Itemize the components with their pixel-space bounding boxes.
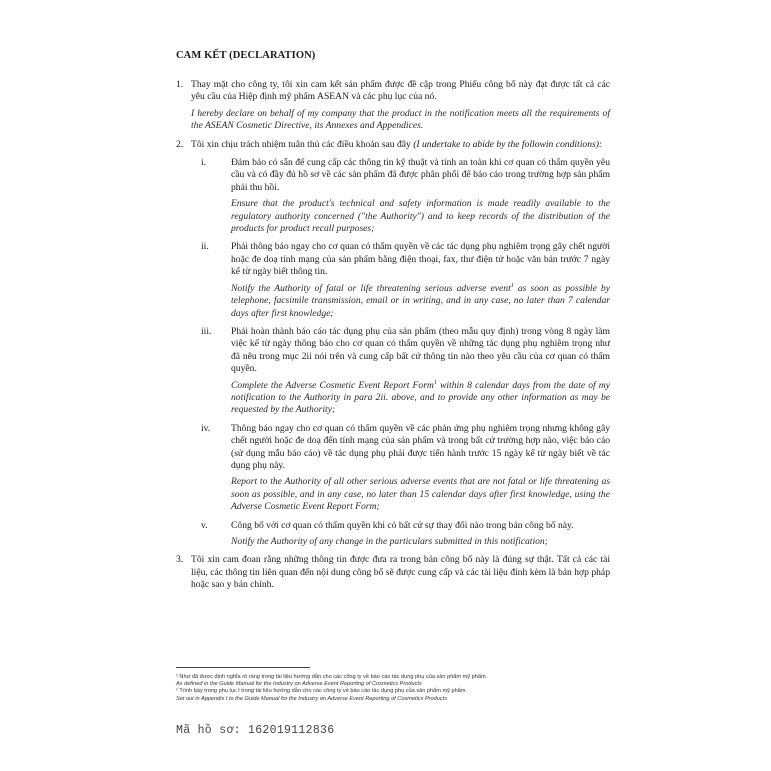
item-number: 1.: [176, 79, 184, 90]
condition-number: v.: [201, 519, 208, 531]
condition-english-text: [231, 283, 610, 320]
condition-english-part-a: Complete the Adverse Cosmetic Event Report Form: [231, 379, 434, 391]
condition-english-text: Report to the Authority of all other serious adverse events that are not fatal or life threatening as soon as possible, and in any case, no later than 15 calendar days after first knowledge, using the Adverse Cosmetic Event Report Form;: [231, 476, 610, 513]
condition-english-part-b: within 8 calendar days from the date of my notification to the Authority in para 2ii. above, and to provide any other information as may be requested by the Authority;: [231, 379, 610, 416]
condition-english-text: Ensure that the product's technical and safety information is made readily available to the regulatory authority concerned ("the Authority") and to keep records of the distribution of the products for product recall purposes;: [231, 198, 610, 235]
condition-english-part-a: Notify the Authority of fatal or life threatening serious adverse event: [231, 282, 511, 294]
condition-number: iii.: [201, 325, 212, 337]
item-english-text: I hereby declare on behalf of my company that the product in the notification meets all the requirements of the ASEAN Cosmetic Directive, its Annexes and Appendices.: [191, 107, 610, 132]
item-vietnamese-text: Thay mặt cho công ty, tôi xin cam kết sản phẩm được đề cập trong Phiếu công bố này đạt được tất cả các yêu cầu của Hiệp định mỹ phẩm ASEAN và các phụ lục của nó.: [191, 79, 610, 103]
condition-number: ii.: [201, 241, 209, 253]
footnote-ref: 1: [510, 282, 514, 289]
condition-english-text: [231, 380, 610, 417]
footnote-ref: 1: [433, 379, 437, 386]
item-vietnamese-lead: Tôi xin chịu trách nhiệm tuân thủ các điều khoản sau đây: [191, 138, 414, 150]
condition-vietnamese-text: Phải hoàn thành báo cáo tác dụng phụ của sản phẩm (theo mẫu quy định) trong vòng 8 ngày làm việc kể từ ngày thông báo cho cơ quan có thẩm quyền về những tác dụng phụ nghiêm trọng như đã nêu trong mục 2ii nói trên và cung cấp bất cứ thông tin nào theo yêu cầu của cơ quan có thẩm quyền.: [231, 325, 610, 375]
footnote-1-vietnamese: ¹ Như đã được định nghĩa rõ ràng trong tài liệu hướng dẫn cho các công ty về báo cáo tác dụng phụ của sản phẩm mỹ phẩm.: [176, 674, 488, 680]
condition-english-part-b: as soon as possible by telephone, facsimile transmission, email or in writing, and in any case, no later than 7 calendar days after first knowledge;: [231, 282, 610, 319]
item-number: 3.: [176, 554, 184, 566]
condition-item-v: [191, 520, 610, 549]
item-number: 2.: [176, 138, 184, 150]
item-vietnamese-text: [191, 139, 610, 151]
condition-number: iv.: [201, 422, 211, 434]
declaration-page: [176, 50, 610, 598]
condition-number: i.: [201, 157, 207, 169]
condition-item-iv: [191, 423, 610, 514]
condition-vietnamese-text: Thông báo ngay cho cơ quan có thẩm quyền về các phản ứng phụ nghiêm trọng nhưng không gây chết người hoặc đe doạ đến tính mạng của sản phẩm và trong bất cứ trường hợp nào, việc báo cáo (sử dụng mẫu báo cáo) về tác dụng phụ phải được tiến hành trước 15 ngày kể từ ngày biết về tác dụng phụ này.: [231, 422, 610, 471]
item-english-inline: (I undertake to abide by the followin conditions):: [413, 138, 603, 150]
condition-vietnamese-text: Công bố với cơ quan có thẩm quyền khi có bất cứ sự thay đổi nào trong bản công bố này.: [231, 519, 574, 531]
footnote-2-english: Set out in Appendix I to the Guide Manual for the Industry on Adverse Event Reporting of Cosmetics Products: [176, 695, 448, 702]
footnotes: [176, 674, 616, 703]
condition-vietnamese-text: Phải thông báo ngay cho cơ quan có thẩm quyền về các tác dụng phụ nghiêm trọng gây chết người hoặc đe doạ tính mạng của sản phẩm bằng điện thoại, fax, thư điện tử hoặc văn bản trước 7 ngày kể từ ngày biết thông tin.: [231, 241, 610, 278]
declaration-item-3: [176, 554, 610, 591]
declaration-item-2: [176, 139, 610, 549]
footnote-1-english: As defined in the Guide Manual for the Industry on Adverse Event Reporting of Cosmetics Products: [176, 681, 422, 688]
footnote-2-vietnamese: ¹ Trình bày trong phụ lục I trong tài liệu hướng dẫn cho các công ty về báo cáo tác dụng phụ của sản phẩm mỹ phẩm.: [176, 688, 468, 695]
condition-item-ii: [191, 241, 610, 319]
condition-vietnamese-text: Đảm bảo có sẵn để cung cấp các thông tin kỹ thuật và tính an toàn khi cơ quan có thẩm quyền yêu cầu và có đầy đủ hồ sơ về các sản phẩm đã được phân phối để báo cáo trong trường hợp sản phẩm phải thu hồi.: [231, 157, 610, 193]
declaration-item-1: [176, 79, 610, 133]
item-vietnamese-text: Tôi xin cam đoan rằng những thông tin được đưa ra trong bản công bố này là đúng sự thật. Tất cả các tài liệu, các thông tin liên quan đến nội dung công bố sẽ được cung cấp và các tài liệu đính kèm là bản hợp pháp hoặc sao y bản chính.: [191, 554, 610, 591]
condition-item-i: [191, 157, 610, 235]
condition-english-text: Notify the Authority of any change in the particulars submitted in this notification;: [231, 536, 548, 547]
condition-item-iii: [191, 326, 610, 417]
dossier-code: Mã hồ sơ: 162019112836: [176, 724, 335, 737]
footnote-divider: [176, 667, 310, 668]
page-title: CAM KẾT (DECLARATION): [176, 50, 316, 61]
